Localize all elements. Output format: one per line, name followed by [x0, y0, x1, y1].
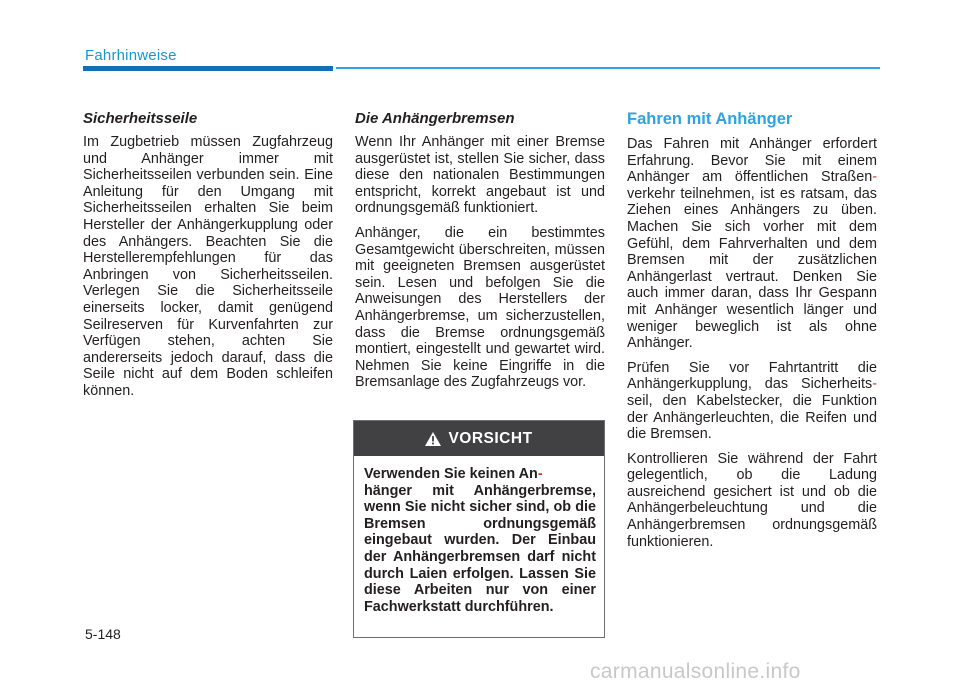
column-trailer-brakes [355, 110, 605, 399]
column-driving-with-trailer [627, 110, 877, 558]
heading-safety-cables: Sicherheitsseile [83, 110, 198, 127]
section-header: Fahrhinweise [85, 47, 177, 64]
paragraph-driving-2: Prüfen Sie vor Fahrtantritt die Anhängerkupplung, das Sicherheits-seil, den Kabelstecker, die Funktion der Anhängerleuchten, die Reifen und die Bremsen. [627, 359, 877, 443]
paragraph-driving-3: Kontrollieren Sie während der Fahrt gelegentlich, ob die Ladung ausreichend gesichert ist und ob die Anhängerbeleuchtung und die Anhängerbremsen ordnungsgemäß funktionieren. [627, 450, 877, 550]
heading-driving-with-trailer: Fahren mit Anhänger [627, 110, 793, 128]
page-number: 5-148 [85, 626, 121, 642]
paragraph-driving-1: Das Fahren mit Anhänger erfordert Erfahrung. Bevor Sie mit einem Anhänger am öffentlichen Straßen-verkehr teilnehmen, ist es ratsam, das Ziehen eines Anhängers zu üben. Machen Sie sich vorher mit dem Gefühl, dem Fahrverhalten und dem Bremsen mit der zusätzlichen Anhängerlast vertraut. Denken Sie auch immer daran, dass Ihr Gespann mit Anhänger wesentlich länger und weniger beweglich ist als ohne Anhänger. [627, 136, 877, 352]
paragraph-safety-cables: Im Zugbetrieb müssen Zugfahrzeug und Anhänger immer mit Sicherheitsseilen verbunden sein. Eine Anleitung für den Umgang mit Sicherheitsseilen erhalten Sie beim Hersteller der Anhängerkupplung oder des Anhängers. Beachten Sie die Herstellerempfehlungen für das Anbringen von Sicherheitsseilen. Verlegen Sie die Sicherheitsseile einerseits locker, damit genügend Seilreserven für Kurvenfahrten zur Verfügen stehen, achten Sie andererseits jedoch darauf, dass die Seile nicht auf dem Boden schleifen können. [83, 134, 333, 399]
header-rule-light [336, 67, 880, 69]
column-safety-cables [83, 110, 333, 408]
caution-text: Verwenden Sie keinen An- hänger mit Anhängerbremse, wenn Sie nicht sicher sind, ob die Bremsen ordnungsgemäß eingebaut wurden. Der Einbau der Anhängerbremsen darf nicht durch Laien erfolgen. Lassen Sie diese Arbeiten nur von einer Fachwerkstatt durchführen. [364, 466, 596, 615]
warning-triangle-icon [425, 432, 441, 446]
watermark: carmanualsonline.info [590, 660, 801, 683]
paragraph-trailer-brakes-2: Anhänger, die ein bestimmtes Gesamtgewicht überschreiten, müssen mit geeigneten Bremsen ausgerüstet sein. Lesen und befolgen Sie die Anweisungen des Herstellers der Anhängerbremse, um sicherzustellen, dass die Bremse ordnungsgemäß montiert, eingestellt und gewartet wird. Nehmen Sie keine Eingriffe in die Bremsanlage des Zugfahrzeugs vor. [355, 224, 605, 391]
caution-box [353, 420, 605, 638]
header-rule-dark [83, 66, 333, 71]
paragraph-trailer-brakes-1: Wenn Ihr Anhänger mit einer Bremse ausgerüstet ist, stellen Sie sicher, dass diese den nationalen Bestimmungen entspricht, korrekt angebaut ist und ordnungsgemäß funktioniert. [355, 134, 605, 217]
heading-trailer-brakes: Die Anhängerbremsen [355, 110, 515, 127]
caution-header [354, 421, 604, 456]
caution-title: VORSICHT [448, 429, 533, 447]
